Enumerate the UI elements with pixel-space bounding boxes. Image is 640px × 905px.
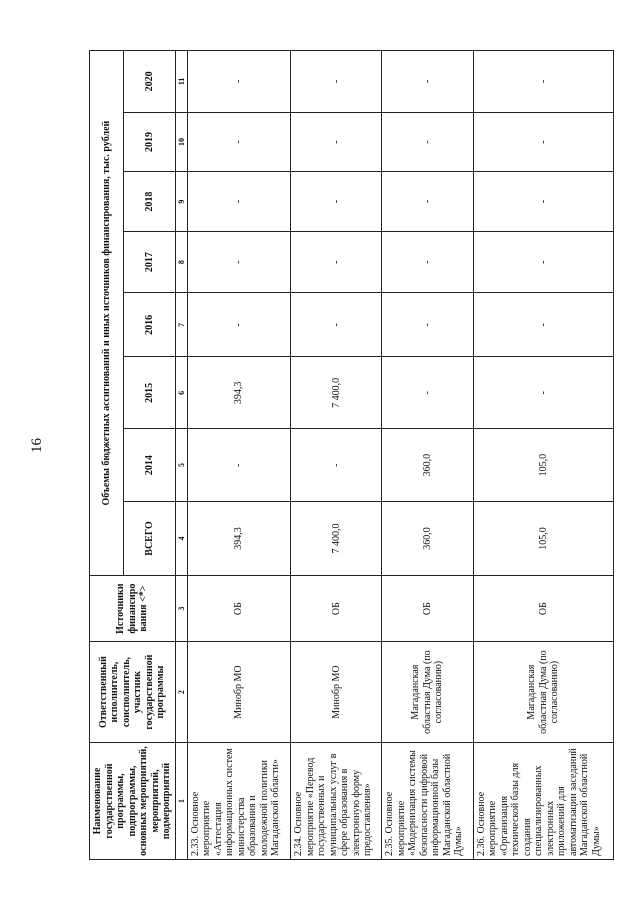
value-2015: 7 400,0 <box>291 357 382 429</box>
header-name: Наименование государственной программы, подпрограммы, основных мероприятий, мероприятий, подмероприятий <box>90 743 176 860</box>
value-total: 394,3 <box>187 501 291 575</box>
column-number: 6 <box>175 357 187 429</box>
value-2017: - <box>473 231 613 293</box>
column-number: 3 <box>175 576 187 642</box>
value-total: 105,0 <box>473 501 613 575</box>
header-year: 2018 <box>124 172 175 232</box>
column-number: 4 <box>175 501 187 575</box>
value-2014: 360,0 <box>382 429 473 501</box>
table-row <box>187 51 291 860</box>
value-2016: - <box>382 293 473 357</box>
header-year: 2020 <box>124 51 175 113</box>
value-2018: - <box>382 172 473 232</box>
header-year: 2019 <box>124 112 175 172</box>
executor: Магаданская областная Дума (по согласованию) <box>473 642 613 743</box>
executor: Минобр МО <box>187 642 291 743</box>
column-number: 7 <box>175 293 187 357</box>
column-number: 9 <box>175 172 187 232</box>
value-2014: - <box>291 429 382 501</box>
column-number: 11 <box>175 51 187 113</box>
column-number: 5 <box>175 429 187 501</box>
budget-table <box>89 50 614 860</box>
value-2020: - <box>187 51 291 113</box>
measure-name: 2.35. Основное мероприятие «Модернизация системы безопасности цифровой информационной базы Магаданской областной Думы» <box>382 743 473 860</box>
value-2019: - <box>382 112 473 172</box>
executor: Минобр МО <box>291 642 382 743</box>
table-row <box>473 51 613 860</box>
value-2019: - <box>291 112 382 172</box>
header-volumes: Объемы бюджетных ассигнований и иных источников финансирования, тыс. рублей <box>90 51 124 576</box>
header-source: Источники финансиро вания <*> <box>90 576 176 642</box>
value-2015: - <box>382 357 473 429</box>
page-number: 16 <box>29 438 45 453</box>
funding-source: ОБ <box>187 576 291 642</box>
funding-source: ОБ <box>291 576 382 642</box>
value-2020: - <box>291 51 382 113</box>
value-2019: - <box>187 112 291 172</box>
column-number: 10 <box>175 112 187 172</box>
value-2016: - <box>473 293 613 357</box>
value-2017: - <box>382 231 473 293</box>
measure-name: 2.33. Основное мероприятие «Аттестация информационных систем министерства образования и молодежной политики Магаданской области» <box>187 743 291 860</box>
value-2019: - <box>473 112 613 172</box>
table-row <box>291 51 382 860</box>
table-row <box>382 51 473 860</box>
value-total: 360,0 <box>382 501 473 575</box>
value-2017: - <box>187 231 291 293</box>
value-2016: - <box>291 293 382 357</box>
measure-name: 2.34. Основное мероприятие «Перевод государственных и муниципальных услуг в сфере образования в электронную форму предоставления» <box>291 743 382 860</box>
value-2018: - <box>187 172 291 232</box>
value-2015: - <box>473 357 613 429</box>
header-year: ВСЕГО <box>124 501 175 575</box>
header-year: 2016 <box>124 293 175 357</box>
funding-source: ОБ <box>473 576 613 642</box>
column-number: 1 <box>175 743 187 860</box>
column-number: 8 <box>175 231 187 293</box>
executor: Магаданская областная Дума (по согласованию) <box>382 642 473 743</box>
funding-source: ОБ <box>382 576 473 642</box>
header-year: 2015 <box>124 357 175 429</box>
measure-name: 2.36. Основное мероприятие «Организация технической базы для создания специализированных электронных приложений для автоматизации заседаний Магаданской областной Думы» <box>473 743 613 860</box>
value-2020: - <box>473 51 613 113</box>
value-2018: - <box>291 172 382 232</box>
value-2014: - <box>187 429 291 501</box>
header-year: 2014 <box>124 429 175 501</box>
column-number: 2 <box>175 642 187 743</box>
value-2014: 105,0 <box>473 429 613 501</box>
header-year: 2017 <box>124 231 175 293</box>
value-total: 7 400,0 <box>291 501 382 575</box>
value-2018: - <box>473 172 613 232</box>
value-2020: - <box>382 51 473 113</box>
header-executor: Ответственный исполнитель, соисполнитель, участник государственной программы <box>90 642 176 743</box>
value-2015: 394,3 <box>187 357 291 429</box>
rotated-table-container <box>89 50 614 860</box>
value-2017: - <box>291 231 382 293</box>
value-2016: - <box>187 293 291 357</box>
